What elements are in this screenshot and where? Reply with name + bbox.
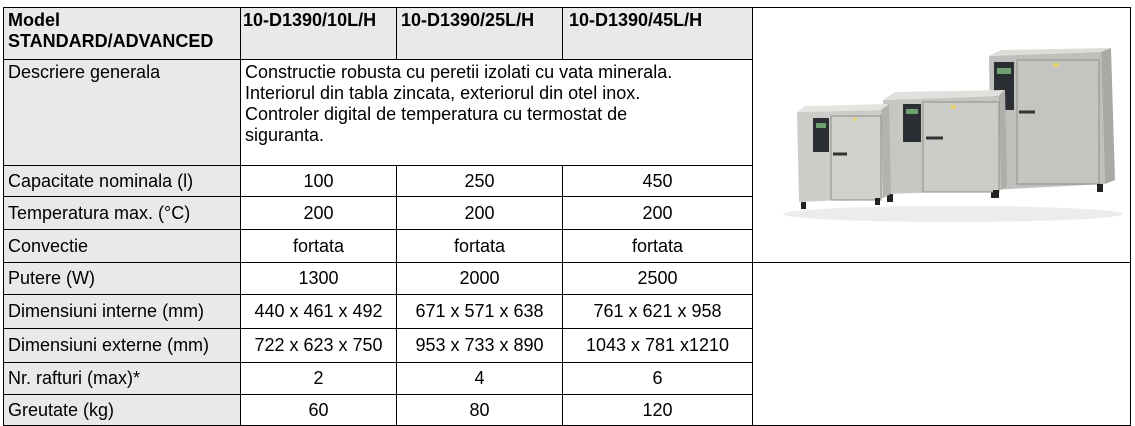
row-value: 250 (397, 165, 563, 197)
row-value: 200 (397, 197, 563, 230)
row-label: Capacitate nominala (l) (4, 165, 241, 197)
row-value: 2 (241, 363, 397, 395)
row-value: 2500 (563, 263, 753, 295)
row-value: 953 x 733 x 890 (397, 329, 563, 363)
row-value: 100 (241, 165, 397, 197)
medium-oven-icon (883, 90, 1007, 202)
table-row (4, 263, 1131, 295)
model-label: Model (8, 10, 60, 30)
product-photo (753, 8, 1130, 262)
model-header-cell (4, 8, 241, 60)
row-label: Temperatura max. (°C) (4, 197, 241, 230)
row-label: Dimensiuni interne (mm) (4, 295, 241, 329)
header-row (4, 8, 1131, 60)
row-value: 2000 (397, 263, 563, 295)
model-header-2: 10-D1390/25L/H (397, 8, 563, 60)
row-label: Greutate (kg) (4, 395, 241, 426)
description-line-3: Controler digital de temperatura cu termostat de (245, 104, 628, 125)
row-value: fortata (241, 230, 397, 263)
model-header-3: 10-D1390/45L/H (563, 8, 753, 60)
small-oven-icon (797, 104, 891, 209)
row-value: 671 x 571 x 638 (397, 295, 563, 329)
row-value: 200 (241, 197, 397, 230)
description-line-4: siguranta. (245, 125, 325, 146)
large-oven-icon (989, 48, 1115, 198)
row-value: 80 (397, 395, 563, 426)
description-text (241, 60, 753, 165)
row-value: 120 (563, 395, 753, 426)
empty-cell (753, 263, 1131, 426)
row-label: Putere (W) (4, 263, 241, 295)
row-label: Dimensiuni externe (mm) (4, 329, 241, 363)
row-label: Nr. rafturi (max)* (4, 363, 241, 395)
row-value: 722 x 623 x 750 (241, 329, 397, 363)
row-value: 200 (563, 197, 753, 230)
row-value: 60 (241, 395, 397, 426)
row-value: 1043 x 781 x1210 (563, 329, 753, 363)
description-label: Descriere generala (4, 60, 241, 165)
description-line-1: Constructie robusta cu peretii izolati cu vata minerala. (245, 62, 673, 83)
row-value: fortata (397, 230, 563, 263)
row-value: 450 (563, 165, 753, 197)
row-value: fortata (563, 230, 753, 263)
spec-table (3, 7, 1131, 426)
row-value: 1300 (241, 263, 397, 295)
model-variant-label: STANDARD/ADVANCED (8, 31, 214, 51)
ovens-illustration (753, 8, 1131, 262)
model-header-1: 10-D1390/10L/H (241, 8, 397, 60)
row-value: 6 (563, 363, 753, 395)
row-value: 761 x 621 x 958 (563, 295, 753, 329)
row-value: 4 (397, 363, 563, 395)
row-value: 440 x 461 x 492 (241, 295, 397, 329)
row-label: Convectie (4, 230, 241, 263)
product-photo-cell (753, 8, 1131, 263)
description-line-2: Interiorul din tabla zincata, exteriorul din otel inox. (245, 83, 641, 104)
